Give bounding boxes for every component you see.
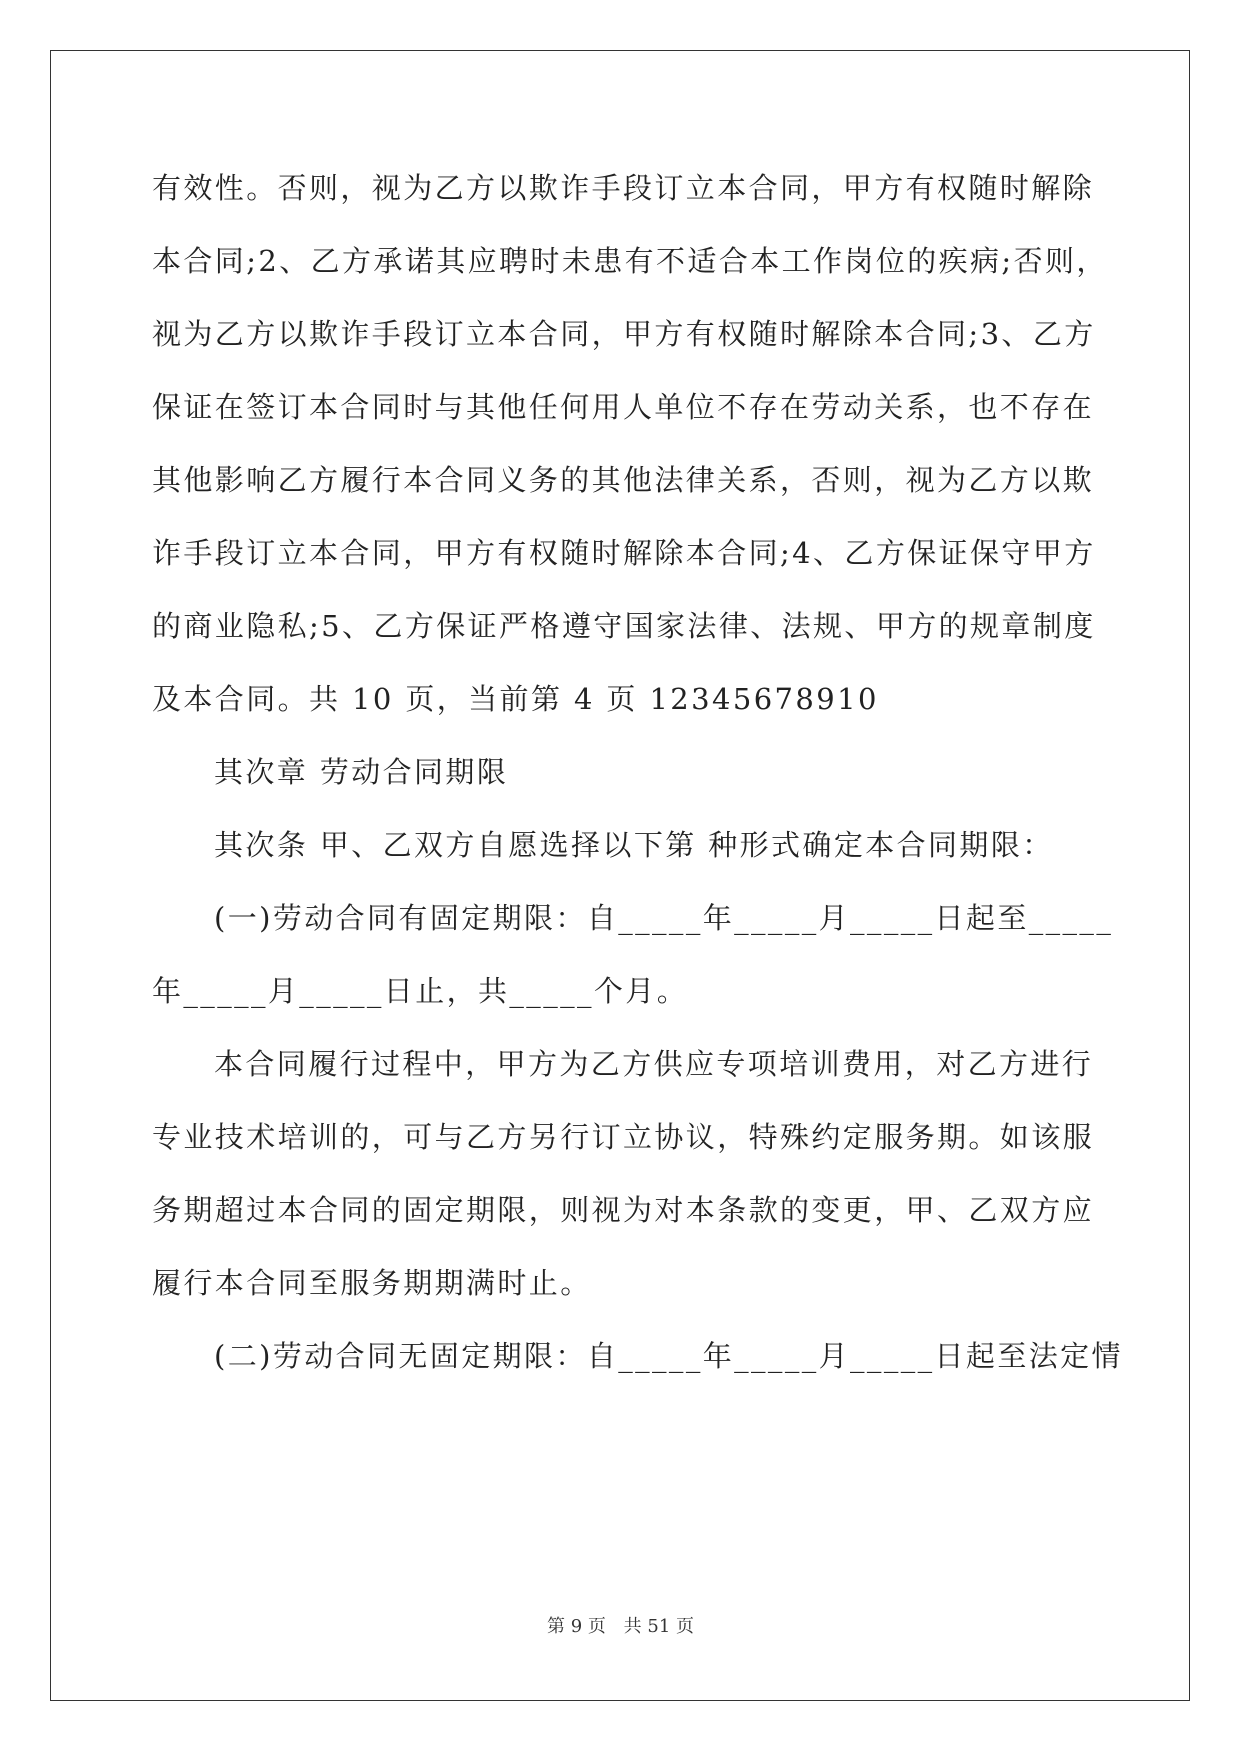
page-frame <box>50 50 1190 1701</box>
text-line: 专业技术培训的，可与乙方另行订立协议，特殊约定服务期。如该服 <box>152 1120 1095 1154</box>
text-line: 年_____月_____日止，共_____个月。 <box>152 974 689 1008</box>
text-line: 保证在签订本合同时与其他任何用人单位不存在劳动关系，也不存在 <box>152 390 1095 424</box>
text-line: (二)劳动合同无固定期限：自_____年_____月_____日起至法定情 <box>214 1339 1123 1373</box>
text-line: (一)劳动合同有固定期限：自_____年_____月_____日起至_____ <box>214 901 1114 935</box>
page-number: 第 9 页 <box>547 1616 606 1637</box>
text-line: 有效性。否则，视为乙方以欺诈手段订立本合同，甲方有权随时解除 <box>152 171 1095 205</box>
text-line: 本合同;2、乙方承诺其应聘时未患有不适合本工作岗位的疾病;否则， <box>152 244 1108 278</box>
page-total: 共 51 页 <box>623 1616 694 1637</box>
text-line: 本合同履行过程中，甲方为乙方供应专项培训费用，对乙方进行 <box>214 1047 1094 1081</box>
text-line: 诈手段订立本合同，甲方有权随时解除本合同;4、乙方保证保守甲方 <box>152 536 1096 570</box>
text-line: 及本合同。共 10 页，当前第 4 页 12345678910 <box>152 682 879 716</box>
page-footer <box>0 1616 1241 1638</box>
text-line: 务期超过本合同的固定期限，则视为对本条款的变更，甲、乙双方应 <box>152 1193 1095 1227</box>
chapter-heading: 其次章 劳动合同期限 <box>214 755 509 789</box>
text-line: 视为乙方以欺诈手段订立本合同，甲方有权随时解除本合同;3、乙方 <box>152 317 1096 351</box>
text-line: 的商业隐私;5、乙方保证严格遵守国家法律、法规、甲方的规章制度 <box>152 609 1096 643</box>
text-line: 其他影响乙方履行本合同义务的其他法律关系，否则，视为乙方以欺 <box>152 463 1095 497</box>
article-heading: 其次条 甲、乙双方自愿选择以下第 种形式确定本合同期限： <box>214 828 1054 862</box>
text-line: 履行本合同至服务期期满时止。 <box>152 1266 592 1300</box>
